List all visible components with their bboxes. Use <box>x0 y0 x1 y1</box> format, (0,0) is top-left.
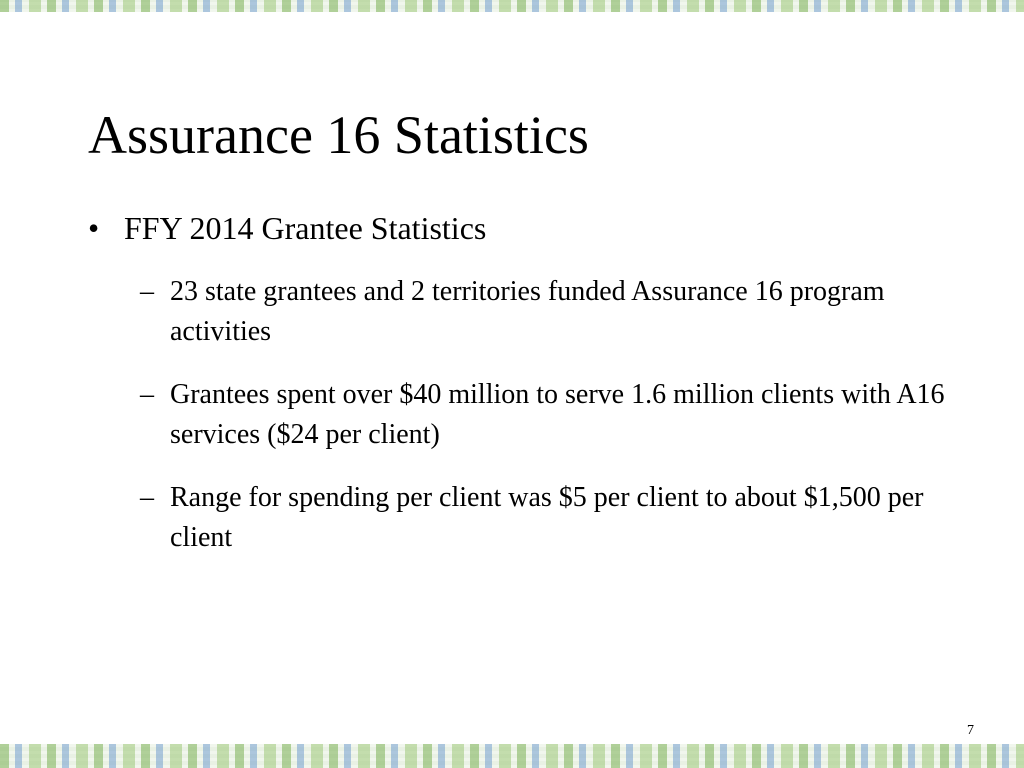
sub-bullet-marker: – <box>140 276 154 307</box>
sub-bullet-text: 23 state grantees and 2 territories funded Assurance 16 program activities <box>170 276 885 347</box>
page-number: 7 <box>967 723 974 738</box>
sub-bullet-item <box>124 272 958 352</box>
bullet-list <box>88 206 958 581</box>
bullet-item <box>88 206 958 558</box>
sub-bullet-marker: – <box>140 482 154 513</box>
decorative-bottom-border <box>0 744 1024 768</box>
bullet-text: FFY 2014 Grantee Statistics <box>124 210 487 246</box>
bullet-marker: • <box>88 210 100 246</box>
sub-bullet-text: Grantees spent over $40 million to serve 1.6 million clients with A16 services ($24 per client) <box>170 379 945 450</box>
sub-bullet-item <box>124 478 958 558</box>
decorative-top-border <box>0 0 1024 12</box>
sub-bullet-marker: – <box>140 379 154 410</box>
sub-bullet-list <box>124 272 958 558</box>
sub-bullet-item <box>124 375 958 455</box>
slide-title: Assurance 16 Statistics <box>88 105 589 165</box>
sub-bullet-text: Range for spending per client was $5 per client to about $1,500 per client <box>170 482 924 553</box>
